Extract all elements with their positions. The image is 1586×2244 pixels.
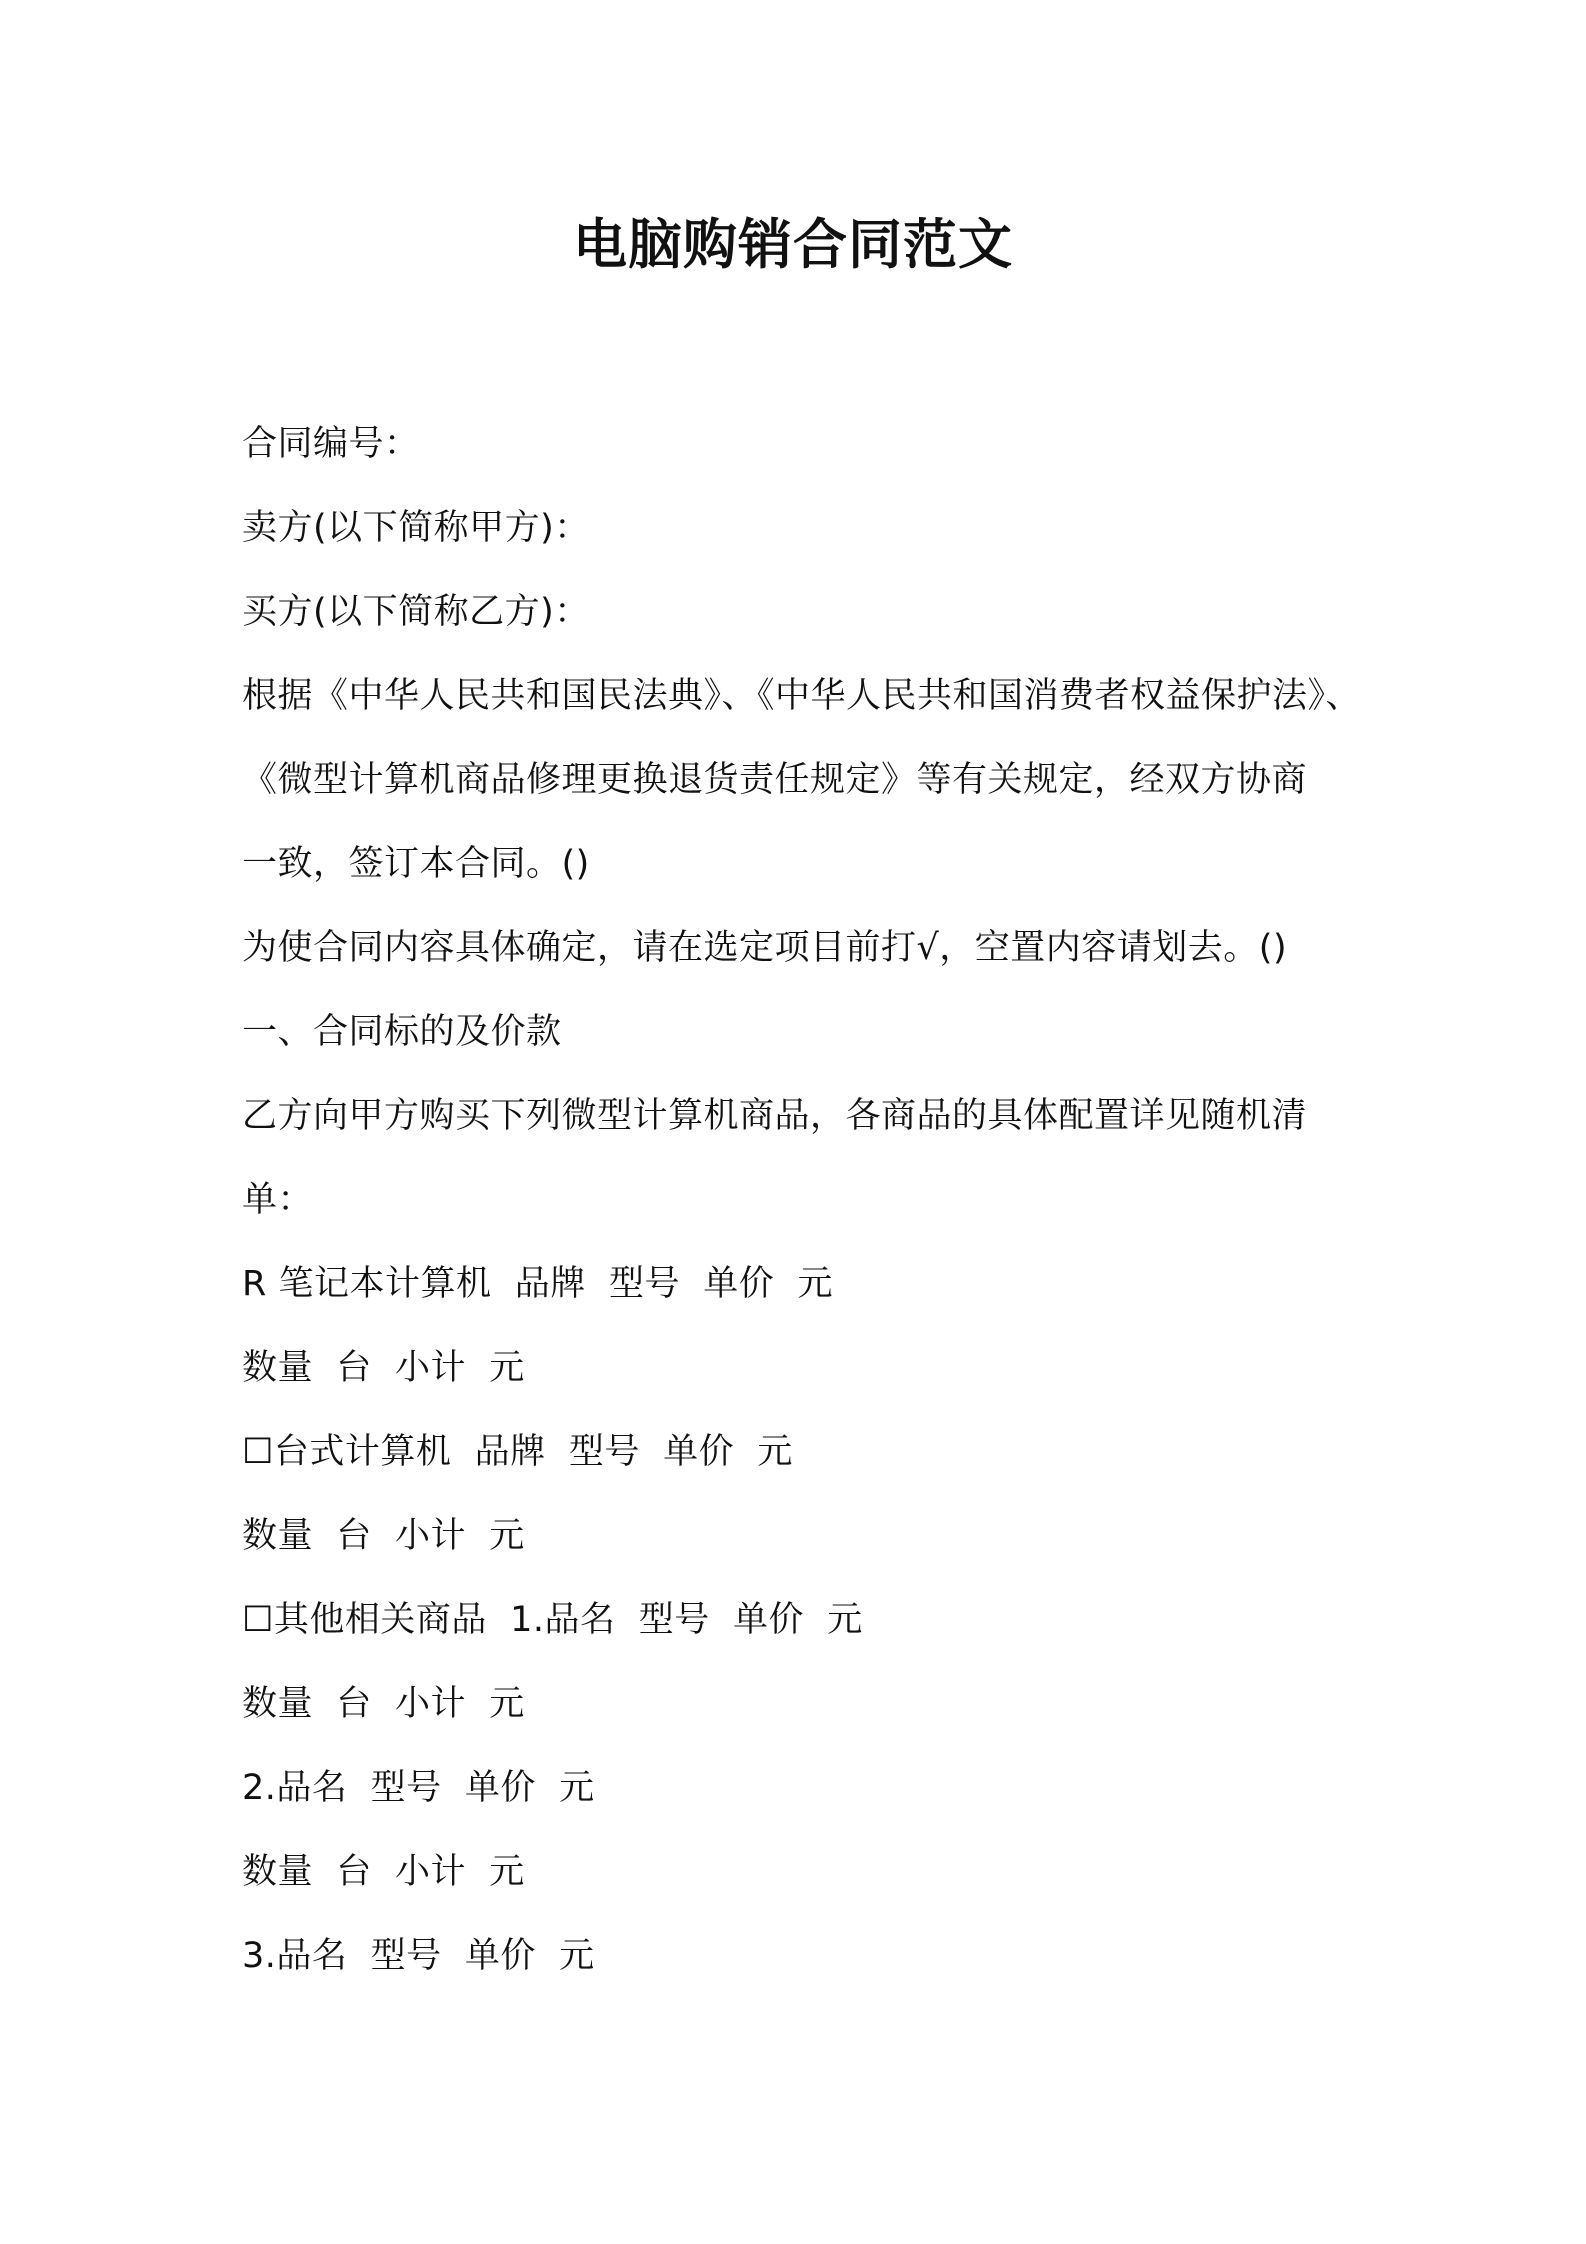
section-heading: 一、合同标的及价款 bbox=[242, 1012, 562, 1052]
purchase-description-line-1: 乙方向甲方购买下列微型计算机商品，各商品的具体配置详见随机清 bbox=[242, 1096, 1308, 1136]
other-item-3-line: 3.品名 型号 单价 元 bbox=[242, 1936, 595, 1976]
legal-basis-line-2: 《微型计算机商品修理更换退货责任规定》等有关规定，经双方协商 bbox=[242, 760, 1308, 800]
other-item-2-line: 2.品名 型号 单价 元 bbox=[242, 1768, 595, 1808]
instruction-line: 为使合同内容具体确定，请在选定项目前打√，空置内容请划去。() bbox=[242, 928, 1288, 968]
laptop-quantity-line: 数量 台 小计 元 bbox=[242, 1348, 525, 1388]
document-body bbox=[242, 402, 1362, 1998]
seller-line: 卖方(以下简称甲方)： bbox=[242, 508, 590, 548]
other-item-1-quantity-line: 数量 台 小计 元 bbox=[242, 1684, 525, 1724]
buyer-line: 买方(以下简称乙方)： bbox=[242, 592, 590, 632]
other-item-1-line: ☐其他相关商品 1.品名 型号 单价 元 bbox=[242, 1600, 863, 1640]
desktop-quantity-line: 数量 台 小计 元 bbox=[242, 1516, 525, 1556]
purchase-description-line-2: 单： bbox=[242, 1180, 314, 1220]
desktop-item-line: ☐台式计算机 品牌 型号 单价 元 bbox=[242, 1432, 793, 1472]
contract-number-line: 合同编号： bbox=[242, 424, 420, 464]
document-title: 电脑购销合同范文 bbox=[573, 213, 1013, 276]
legal-basis-line-1: 根据《中华人民共和国民法典》、《中华人民共和国消费者权益保护法》、 bbox=[242, 676, 1362, 716]
other-item-2-quantity-line: 数量 台 小计 元 bbox=[242, 1852, 525, 1892]
laptop-item-line: R 笔记本计算机 品牌 型号 单价 元 bbox=[242, 1264, 833, 1304]
legal-basis-line-3: 一致，签订本合同。() bbox=[242, 844, 590, 884]
